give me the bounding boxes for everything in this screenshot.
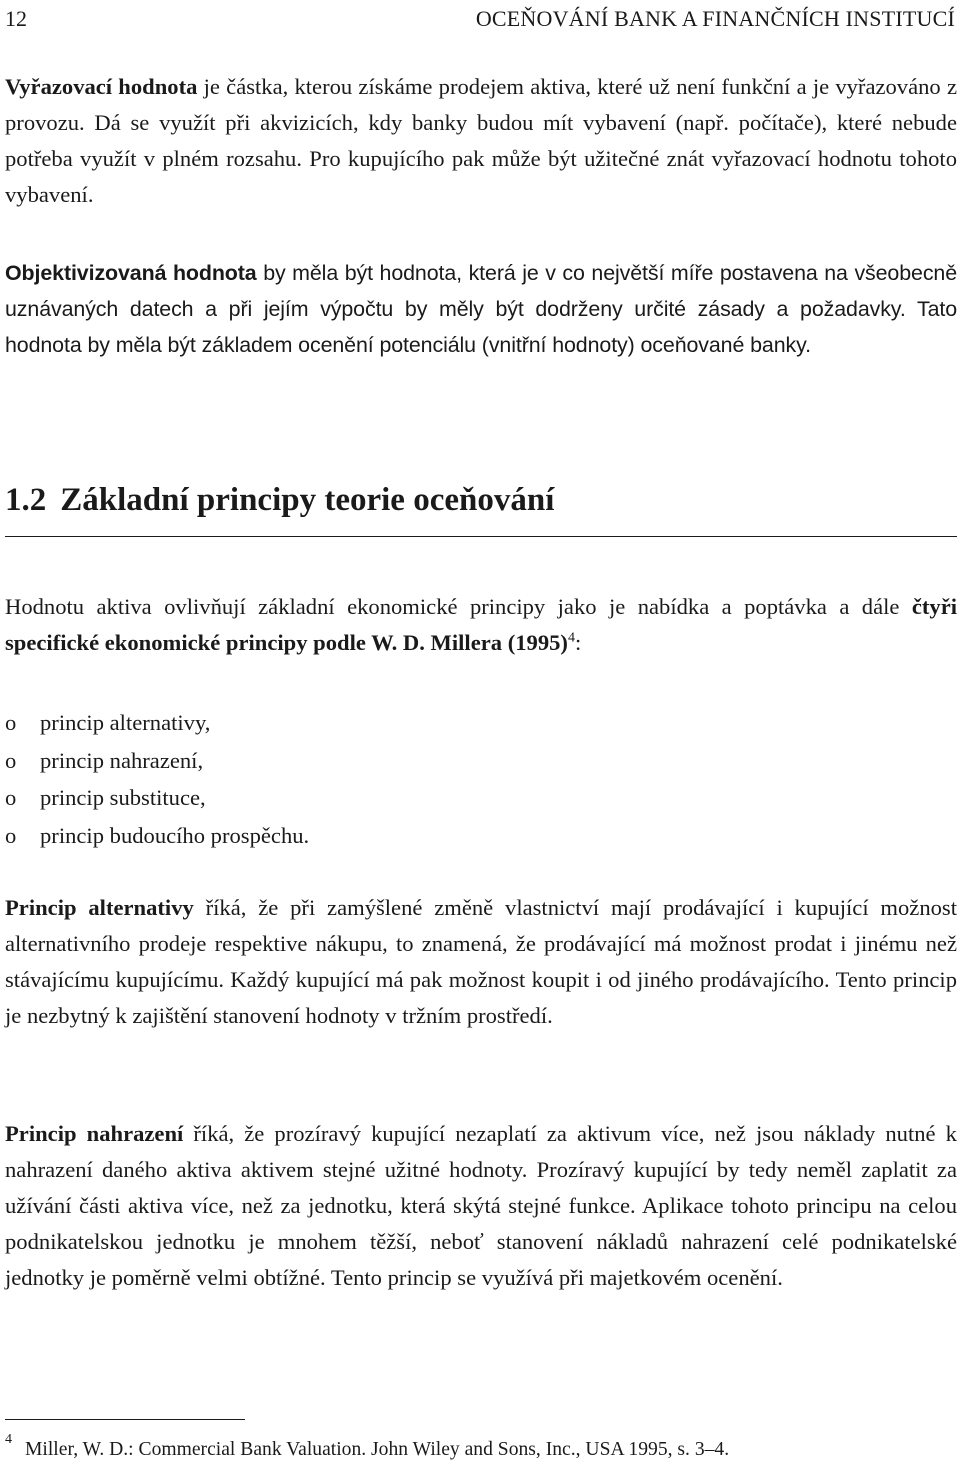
paragraph-princip-nahrazeni	[5, 1116, 957, 1296]
section-title: Základní principy teorie oceňování	[60, 482, 555, 518]
section-heading	[5, 477, 957, 523]
paragraph-text: říká, že při zamýšlené změně vlastnictví mají prodávající i kupující možnost alternativního prodeje respektive nákupu, to znamená, že prodávající má možnost prodat i jinému než stávajícímu kupujícímu. Každý kupující má pak možnost koupit i od jiného prodávajícího. Tento princip je nezbytný k zajištění stanovení hodnoty v tržním prostředí.	[5, 895, 957, 1028]
document-page	[5, 0, 957, 1472]
list-item	[5, 779, 705, 817]
bullet-marker: o	[5, 785, 17, 810]
list-item	[5, 817, 705, 855]
section-divider	[5, 536, 957, 537]
term-princip-nahrazeni: Princip nahrazení	[5, 1121, 184, 1146]
bullet-marker: o	[5, 822, 17, 848]
paragraph-text: je částka, kterou získáme prodejem aktiva, které už není funkční a je vyřazováno z provozu. Dá se využít při akvizicích, kdy banky budou mít vybavení (např. počítače), které nebude potřeba využít v plném rozsahu. Pro kupujícího pak může být užitečné znát vyřazovací hodnotu tohoto vybavení.	[5, 74, 957, 207]
paragraph-principles-intro	[5, 589, 957, 661]
principles-list	[5, 704, 705, 854]
list-item-text: princip nahrazení,	[40, 747, 204, 773]
running-title: OCEŇOVÁNÍ BANK A FINANČNÍCH INSTITUCÍ	[475, 6, 955, 31]
list-item-text: princip alternativy,	[40, 710, 211, 735]
bullet-marker: o	[5, 710, 17, 735]
list-item	[5, 742, 705, 780]
paragraph-text: by měla být hodnota, která je v co největší míře postavena na všeobecně uznávaných datech a při jejím výpočtu by měly být dodrženy určité zásady a požadavky. Tato hodnota by měla být základem ocenění potenciálu (vnitřní hodnoty) oceňované banky.	[5, 261, 958, 357]
term-objektivizovana-hodnota: Objektivizovaná hodnota	[5, 261, 257, 285]
bullet-marker: o	[5, 747, 17, 773]
term-vyrazovaci-hodnota: Vyřazovací hodnota	[5, 74, 198, 99]
footnote-text: Miller, W. D.: Commercial Bank Valuation. John Wiley and Sons, Inc., USA 1995, s. 3–4.	[25, 1439, 730, 1460]
section-number: 1.2	[5, 482, 47, 518]
list-item-text: princip substituce,	[40, 785, 206, 810]
list-item-text: princip budoucího prospěchu.	[40, 822, 310, 848]
term-ctyri-principy: čtyři specifické ekonomické principy podle W. D. Millera (1995)	[5, 594, 957, 655]
paragraph-vyrazovaci-hodnota	[5, 69, 957, 213]
page-number: 12	[5, 6, 27, 31]
paragraph-text: Hodnotu aktiva ovlivňují základní ekonomické principy jako je nabídka a poptávka a dále	[5, 594, 912, 619]
footnote-reference: 4	[567, 630, 575, 646]
footnote-divider	[5, 1419, 245, 1420]
footnote-mark: 4	[5, 1432, 12, 1447]
paragraph-text: říká, že prozíravý kupující nezaplatí za aktivum více, než jsou náklady nutné k nahrazení daného aktiva aktivem stejné užitné hodnoty. Prozíravý kupující by tedy neměl zaplatit za užívání části aktiva více, než za jednotku, která skýtá stejné funkce. Aplikace tohoto principu na celou podnikatelskou jednotku je mnohem těžší, neboť stanovení nákladů nahrazení celé podnikatelské jednotky je poměrně velmi obtížné. Tento princip se využívá při majetkovém ocenění.	[5, 1121, 957, 1290]
paragraph-text-end: :	[574, 630, 582, 655]
list-item	[5, 704, 705, 742]
term-princip-alternativy: Princip alternativy	[5, 895, 194, 920]
paragraph-objektivizovana-hodnota	[5, 255, 957, 363]
paragraph-princip-alternativy	[5, 890, 957, 1034]
